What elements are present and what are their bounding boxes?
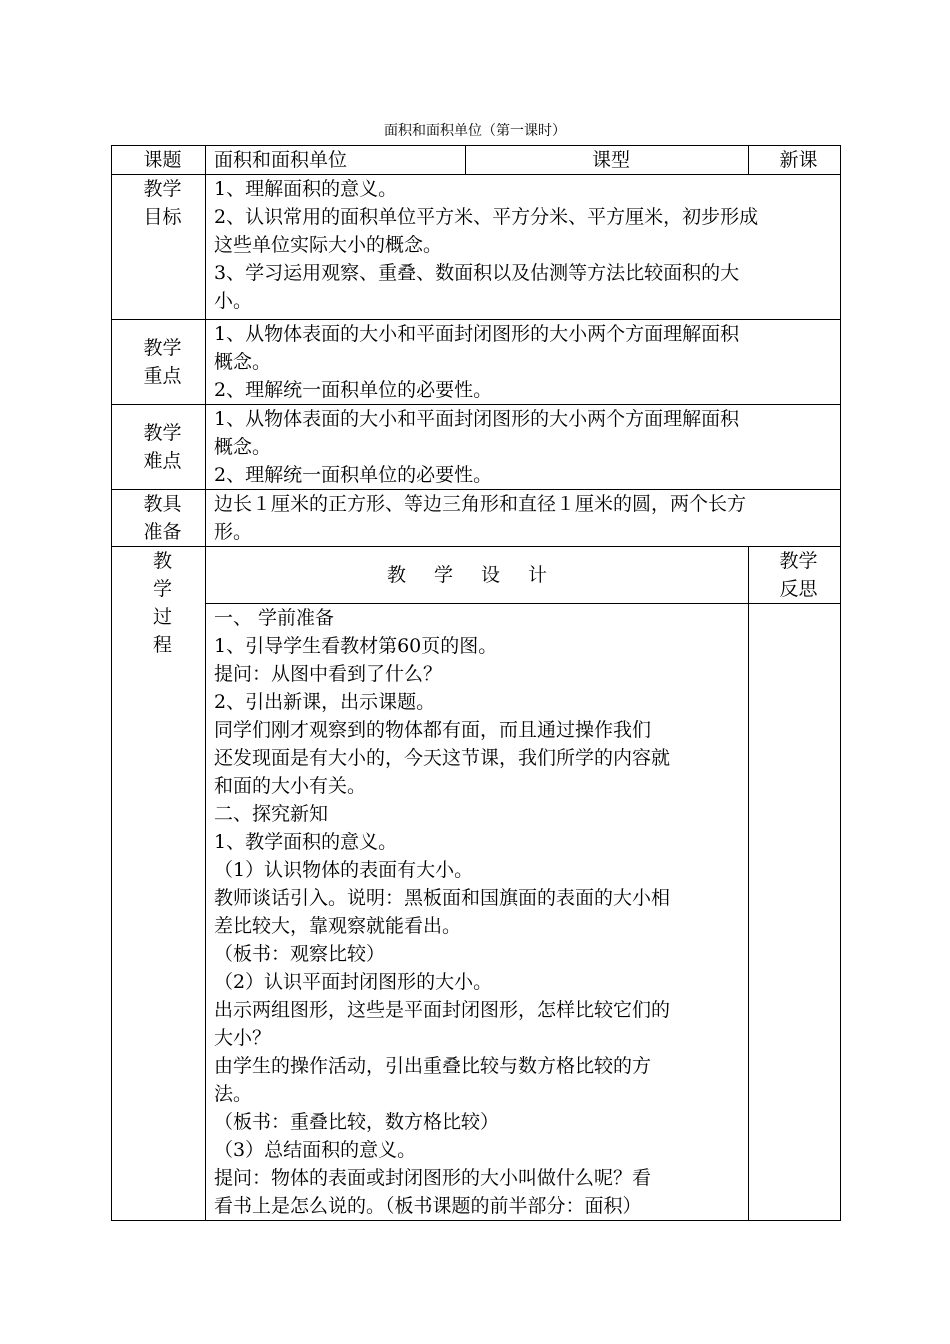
goals-line: 这些单位实际大小的概念。 xyxy=(214,234,443,256)
design-line: （板书：观察比较） xyxy=(214,943,386,965)
key-points-line: 2、理解统一面积单位的必要性。 xyxy=(214,379,493,401)
topic-label: 课题 xyxy=(112,146,206,175)
difficulties-label: 教学 难点 xyxy=(112,405,206,490)
design-line: 提问：从图中看到了什么？ xyxy=(214,663,443,685)
goals-line: 3、学习运用观察、重叠、数面积以及估测等方法比较面积的大 xyxy=(214,262,740,284)
design-line: 大小？ xyxy=(214,1027,272,1049)
design-line: 看书上是怎么说的。（板书课题的前半部分：面积） xyxy=(214,1195,642,1217)
design-line: 和面的大小有关。 xyxy=(214,775,367,797)
goals-label: 教学 目标 xyxy=(112,175,206,320)
materials-line: 形。 xyxy=(214,521,253,543)
difficulties-line: 1、从物体表面的大小和平面封闭图形的大小两个方面理解面积 xyxy=(214,408,740,430)
design-line: 一、 学前准备 xyxy=(214,607,335,629)
goals-line: 1、理解面积的意义。 xyxy=(214,178,398,200)
type-value: 新课 xyxy=(749,146,841,175)
difficulties-line: 2、理解统一面积单位的必要性。 xyxy=(214,464,493,486)
design-line: 教师谈话引入。说明：黑板面和国旗面的表面的大小相 xyxy=(214,887,671,909)
reflection-content xyxy=(749,604,841,1221)
design-line: 差比较大，靠观察就能看出。 xyxy=(214,915,462,937)
design-line: （3）总结面积的意义。 xyxy=(214,1139,417,1161)
materials-label: 教具 准备 xyxy=(112,490,206,547)
key-points-row xyxy=(112,320,841,405)
type-label: 课型 xyxy=(466,146,749,175)
difficulties-row xyxy=(112,405,841,490)
design-header: 教学设计 xyxy=(206,547,749,604)
design-line: 2、引出新课，出示课题。 xyxy=(214,691,436,713)
difficulties-line: 概念。 xyxy=(214,436,272,458)
materials-row xyxy=(112,490,841,547)
topic-value: 面积和面积单位 xyxy=(206,146,466,175)
key-points-label: 教学 重点 xyxy=(112,320,206,405)
process-header-row xyxy=(112,547,841,604)
process-content-row xyxy=(112,604,841,1221)
goals-line: 小。 xyxy=(214,290,253,312)
goals-line: 2、认识常用的面积单位平方米、平方分米、平方厘米，初步形成 xyxy=(214,206,759,228)
design-line: （2）认识平面封闭图形的大小。 xyxy=(214,971,493,993)
header-row xyxy=(112,146,841,175)
key-points-content xyxy=(206,320,841,405)
design-line: 还发现面是有大小的，今天这节课，我们所学的内容就 xyxy=(214,747,671,769)
design-line: 二、探究新知 xyxy=(214,803,329,825)
document-title: 面积和面积单位（第一课时） xyxy=(384,123,566,139)
goals-content xyxy=(206,175,841,320)
design-line: （1）认识物体的表面有大小。 xyxy=(214,859,474,881)
difficulties-content xyxy=(206,405,841,490)
key-points-line: 1、从物体表面的大小和平面封闭图形的大小两个方面理解面积 xyxy=(214,323,740,345)
lesson-plan-table xyxy=(111,145,841,1221)
reflection-header: 教学 反思 xyxy=(749,547,841,604)
design-line: 1、教学面积的意义。 xyxy=(214,831,398,853)
materials-line: 边长１厘米的正方形、等边三角形和直径１厘米的圆，两个长方 xyxy=(214,493,747,515)
design-line: 法。 xyxy=(214,1083,253,1105)
design-line: 由学生的操作活动，引出重叠比较与数方格比较的方 xyxy=(214,1055,652,1077)
design-line: 提问：物体的表面或封闭图形的大小叫做什么呢？看 xyxy=(214,1167,652,1189)
materials-content xyxy=(206,490,841,547)
design-line: 同学们刚才观察到的物体都有面，而且通过操作我们 xyxy=(214,719,652,741)
design-line: 出示两组图形，这些是平面封闭图形，怎样比较它们的 xyxy=(214,999,671,1021)
goals-row xyxy=(112,175,841,320)
key-points-line: 概念。 xyxy=(214,351,272,373)
design-line: 1、引导学生看教材第60页的图。 xyxy=(214,635,498,657)
process-label: 教 学 过 程 xyxy=(112,547,206,1221)
design-line: （板书：重叠比较，数方格比较） xyxy=(214,1111,500,1133)
design-content xyxy=(206,604,749,1221)
